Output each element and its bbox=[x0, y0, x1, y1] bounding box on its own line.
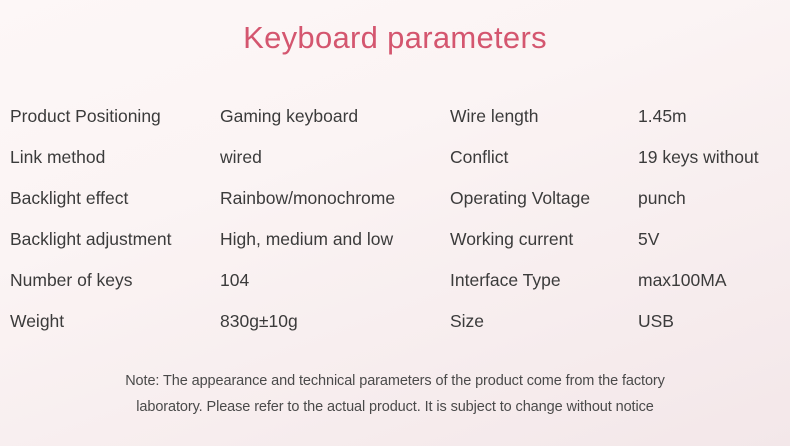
spec-value: max100MA bbox=[638, 270, 727, 290]
spec-label: Wire length bbox=[450, 106, 539, 126]
spec-label: Backlight adjustment bbox=[10, 229, 172, 249]
spec-value: 1.45m bbox=[638, 106, 687, 126]
spec-value: Rainbow/monochrome bbox=[220, 188, 396, 208]
spec-label: Product Positioning bbox=[10, 106, 161, 126]
spec-value: USB bbox=[638, 311, 674, 331]
page-title: Keyboard parameters bbox=[243, 20, 547, 55]
spec-label: Size bbox=[450, 311, 485, 331]
spec-value: wired bbox=[220, 147, 262, 167]
spec-value: 19 keys without bbox=[638, 147, 759, 167]
footnote bbox=[0, 368, 790, 420]
specification-table bbox=[8, 96, 784, 342]
spec-label: Weight bbox=[10, 311, 65, 331]
spec-value: 830g±10g bbox=[220, 311, 298, 331]
spec-label: Conflict bbox=[450, 147, 509, 167]
spec-value: 104 bbox=[220, 270, 250, 290]
spec-label: Operating Voltage bbox=[450, 188, 591, 208]
spec-value: punch bbox=[638, 188, 686, 208]
spec-value: High, medium and low bbox=[220, 229, 394, 249]
spec-value: 5V bbox=[638, 229, 660, 249]
spec-label: Number of keys bbox=[10, 270, 133, 290]
spec-value: Gaming keyboard bbox=[220, 106, 359, 126]
footnote-line-1: Note: The appearance and technical parameters of the product come from the factory bbox=[125, 373, 665, 389]
spec-label: Backlight effect bbox=[10, 188, 129, 208]
footnote-line-2: laboratory. Please refer to the actual product. It is subject to change without notice bbox=[136, 399, 654, 415]
spec-label: Working current bbox=[450, 229, 574, 249]
spec-label: Link method bbox=[10, 147, 106, 167]
spec-label: Interface Type bbox=[450, 270, 561, 290]
